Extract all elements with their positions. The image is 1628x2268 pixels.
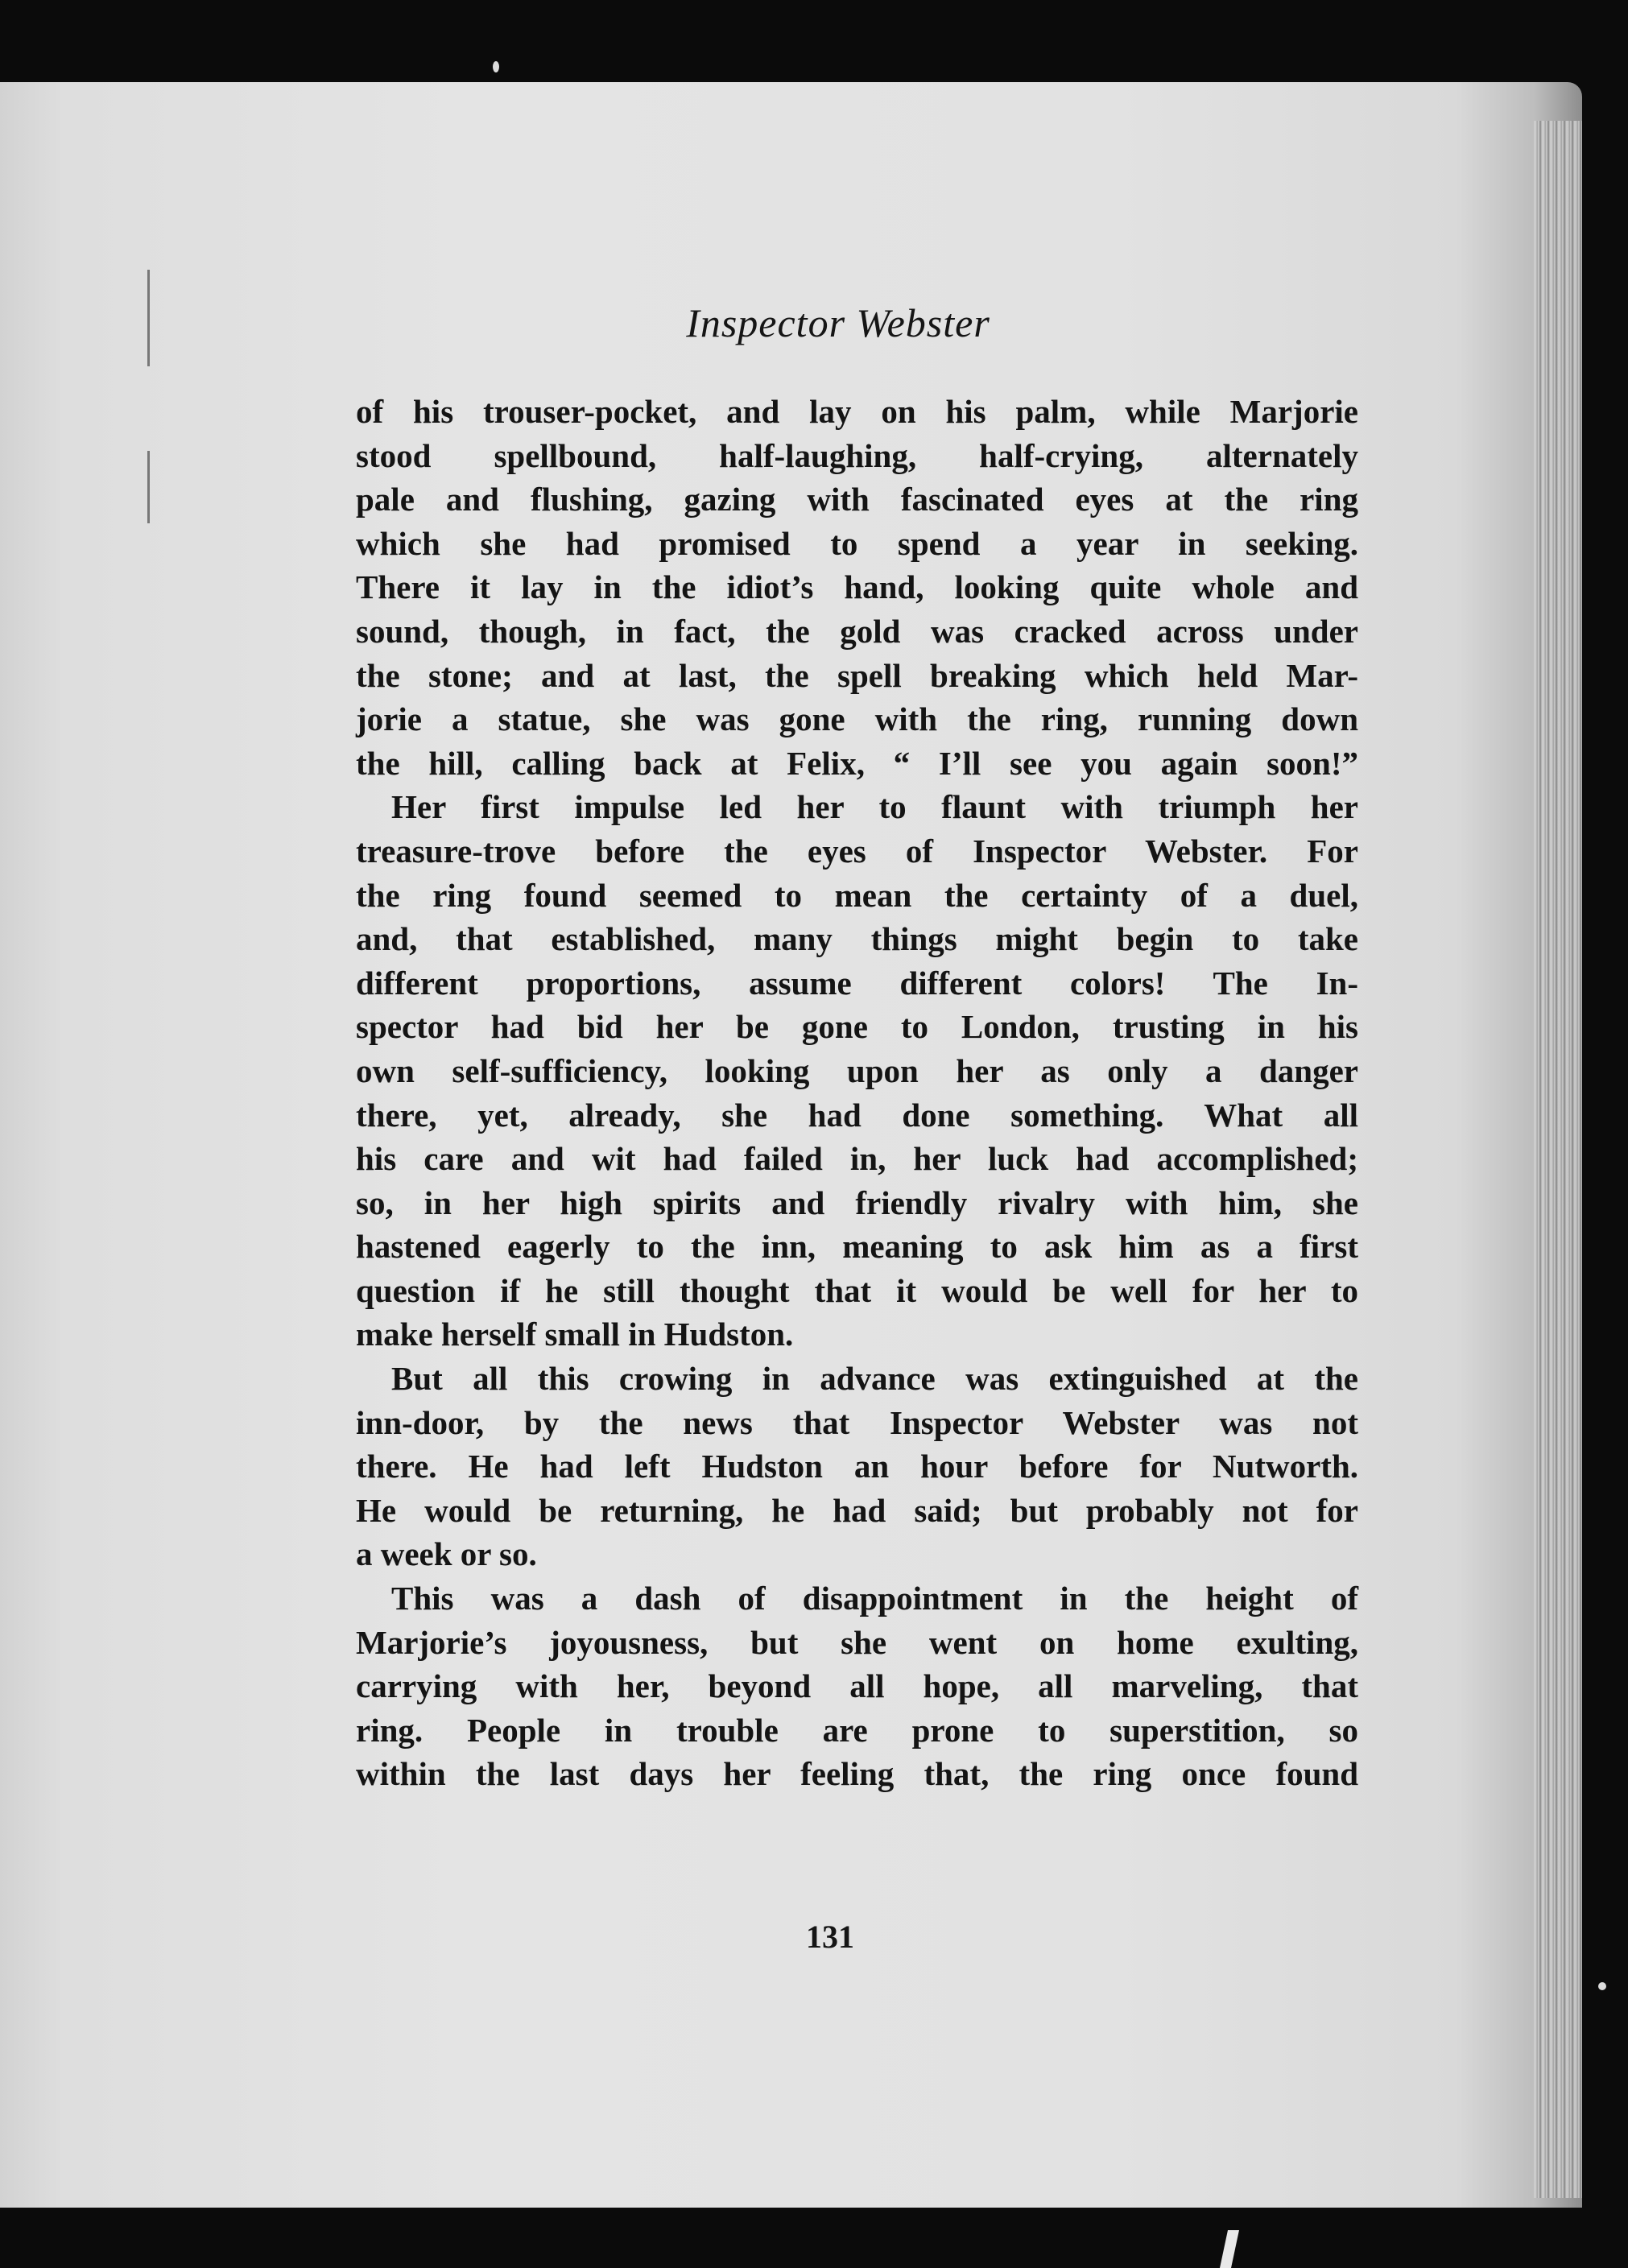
- text-line: He would be returning, he had said; but probably not for: [356, 1491, 1358, 1529]
- paragraph: [356, 390, 1358, 785]
- text-line: Marjorie’s joyousness, but she went on home exulting,: [356, 1623, 1358, 1661]
- running-head: Inspector Webster: [686, 300, 990, 345]
- text-line: inn-door, by the news that Inspector Webster was not: [356, 1403, 1358, 1441]
- text-line: There it lay in the idiot’s hand, looking quite whole and: [356, 568, 1358, 606]
- text-line: sound, though, in fact, the gold was cracked across under: [356, 612, 1358, 650]
- text-line: question if he still thought that it would be well for her to: [356, 1271, 1358, 1309]
- body-text: [356, 390, 1358, 1796]
- text-line: a week or so.: [356, 1535, 537, 1573]
- text-line: carrying with her, beyond all hope, all marveling, that: [356, 1667, 1358, 1705]
- text-line: stood spellbound, half-laughing, half-crying, alternately: [356, 436, 1358, 474]
- text-line: there, yet, already, she had done something. What all: [356, 1096, 1358, 1134]
- text-line: treasure-trove before the eyes of Inspector Webster. For: [356, 832, 1358, 870]
- text-line: and, that established, many things might begin to take: [356, 920, 1358, 958]
- text-line: different proportions, assume different colors! The In-: [356, 964, 1358, 1002]
- text-line: Her first impulse led her to flaunt with triumph her: [391, 788, 1358, 826]
- text-line: jorie a statue, she was gone with the ring, running down: [356, 700, 1358, 738]
- text-line: This was a dash of disappointment in the height of: [391, 1580, 1358, 1617]
- page-number: 131: [806, 1919, 854, 1955]
- text-line: spector had bid her be gone to London, trusting in his: [356, 1008, 1358, 1046]
- dust-speck: [493, 61, 499, 72]
- paragraph: [356, 785, 1358, 1357]
- text-line: the ring found seemed to mean the certainty of a duel,: [356, 876, 1358, 914]
- text-line: of his trouser-pocket, and lay on his palm, while Marjorie: [356, 393, 1358, 430]
- dust-speck: [1598, 1982, 1606, 1990]
- text-line: own self-sufficiency, looking upon her as only a danger: [356, 1051, 1358, 1089]
- paragraph: [356, 1576, 1358, 1796]
- text-line: there. He had left Hudston an hour before for Nutworth.: [356, 1448, 1358, 1485]
- text-line: pale and flushing, gazing with fascinated eyes at the ring: [356, 481, 1358, 518]
- page-stack-edge: [1534, 121, 1582, 2198]
- text-line: make herself small in Hudston.: [356, 1316, 794, 1353]
- text-line: ring. People in trouble are prone to superstition, so: [356, 1711, 1358, 1749]
- text-line: so, in her high spirits and friendly rivalry with him, she: [356, 1184, 1358, 1221]
- text-line: his care and wit had failed in, her luck had accomplished;: [356, 1140, 1358, 1178]
- text-line: the stone; and at last, the spell breaking which held Mar-: [356, 656, 1358, 694]
- text-line: But all this crowing in advance was extinguished at the: [391, 1360, 1358, 1398]
- text-line: hastened eagerly to the inn, meaning to ask him as a first: [356, 1228, 1358, 1266]
- text-line: within the last days her feeling that, the ring once found: [356, 1755, 1358, 1793]
- paragraph: [356, 1357, 1358, 1576]
- text-line: which she had promised to spend a year in seeking.: [356, 524, 1358, 562]
- text-line: the hill, calling back at Felix, “ I’ll see you again soon!”: [356, 744, 1358, 782]
- gutter-mark: [147, 451, 150, 523]
